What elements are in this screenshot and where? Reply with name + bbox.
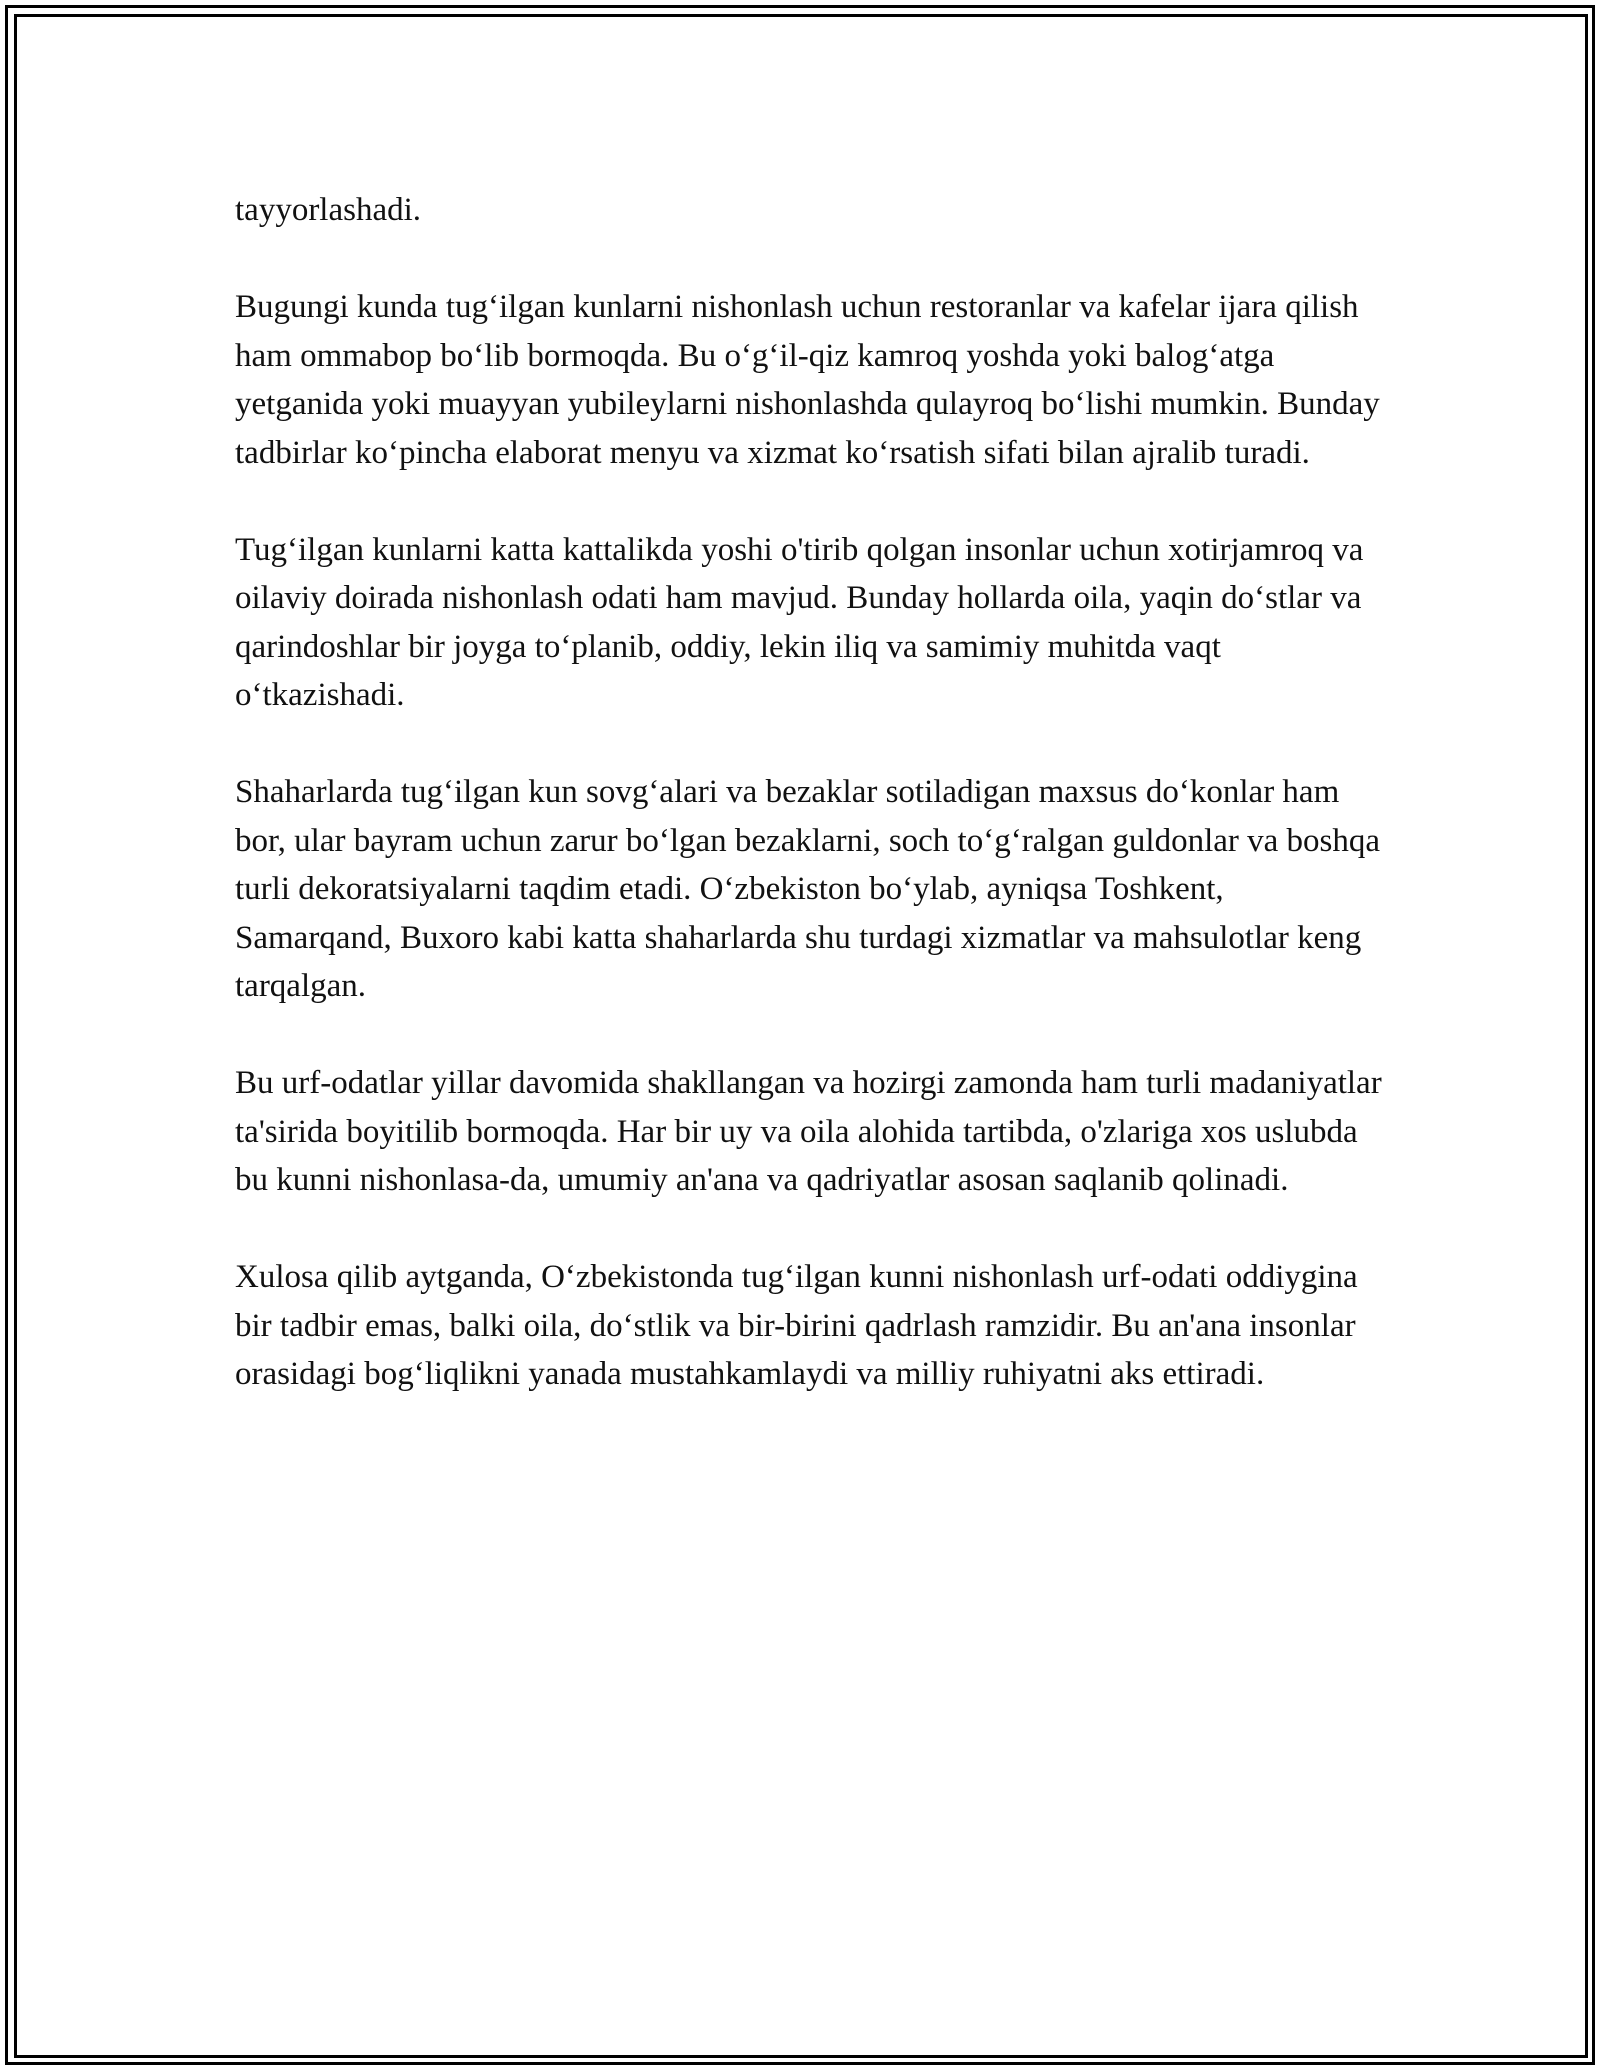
paragraph-family-celebration: Tug‘ilgan kunlarni katta kattalikda yoshi o'tirib qolgan insonlar uchun xotirjamroq va oilaviy doirada nishonlash odati ham mavjud. Bunday hollarda oila, yaqin do‘stlar va qarindoshlar bir joyga to‘planib, oddiy, lekin iliq va samimiy muhitda vaqt o‘tkazishadi. <box>235 531 1364 713</box>
paragraph-restaurants: Bugungi kunda tug‘ilgan kunlarni nishonlash uchun restoranlar va kafelar ijara qilish ham ommabop bo‘lib bormoqda. Bu o‘g‘il-qiz kamroq yoshda yoki balog‘atga yetganida yoki muayyan yubileylarni nishonlashda qulayroq bo‘lishi mumkin. Bunday tadbirlar ko‘pincha elaborat menyu va xizmat ko‘rsatish sifati bilan ajralib turadi. <box>235 289 1380 471</box>
paragraph-traditions: Bu urf-odatlar yillar davomida shakllangan va hozirgi zamonda ham turli madaniyatlar ta'sirida boyitilib bormoqda. Har bir uy va oila alohida tartibda, o'zlariga xos uslubda bu kunni nishonlasa-da, umumiy an'ana va qadriyatlar asosan saqlanib qolinadi. <box>235 1065 1382 1198</box>
document-body <box>235 186 1385 1447</box>
paragraph-shops: Shaharlarda tug‘ilgan kun sovg‘alari va bezaklar sotiladigan maxsus do‘konlar ham bor, ular bayram uchun zarur bo‘lgan bezaklarni, soch to‘g‘ralgan guldonlar va boshqa turli dekoratsiyalarni taqdim etadi. O‘zbekiston bo‘ylab, ayniqsa Toshkent, Samarqand, Buxoro kabi katta shaharlarda shu turdagi xizmatlar va mahsulotlar keng tarqalgan. <box>235 774 1381 1004</box>
paragraph-continuation: tayyorlashadi. <box>235 192 422 228</box>
paragraph-conclusion: Xulosa qilib aytganda, O‘zbekistonda tug‘ilgan kunni nishonlash urf-odati oddiygina bir tadbir emas, balki oila, do‘stlik va bir-birini qadrlash ramzidir. Bu an'ana insonlar orasidagi bog‘liqlikni yanada mustahkamlaydi va milliy ruhiyatni aks ettiradi. <box>235 1259 1358 1392</box>
